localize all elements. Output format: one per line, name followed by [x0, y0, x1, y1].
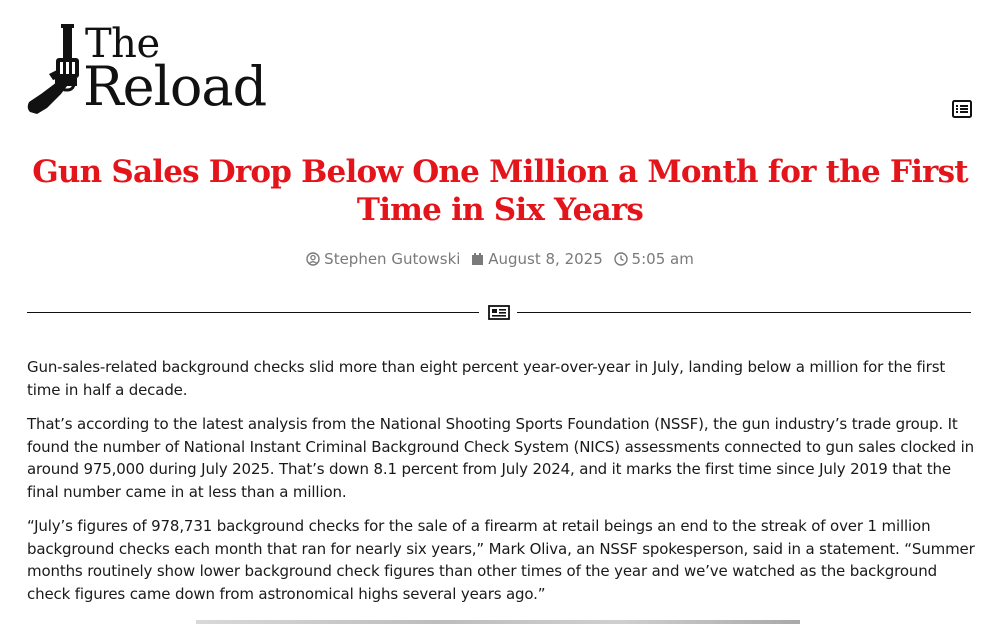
paragraph: Gun-sales-related background checks slid more than eight percent year-over-year in July, landing below a million for the first time in half a decade.	[27, 358, 946, 399]
calendar-icon	[471, 252, 484, 266]
publish-date: August 8, 2025	[488, 250, 603, 268]
article-body	[27, 356, 977, 617]
logo-text-the: The	[85, 21, 160, 67]
paragraph: “July’s figures of 978,731 background checks for the sale of a firearm at retail beings an end to the streak of over 1 million background checks each month that ran for nearly six years,” Mark Oliva, an NSSF spokesperson, said in a statement. “Summer months routinely show lower background check figures than other times of the year and we’ve watched as the background check figures came down from astronomical highs several years ago.”	[27, 517, 975, 603]
article-meta	[0, 249, 1000, 271]
newspaper-icon	[488, 305, 510, 320]
author-name[interactable]: Stephen Gutowski	[324, 250, 461, 268]
meta-time	[614, 249, 694, 269]
site-logo[interactable]	[27, 22, 267, 117]
article-title: Gun Sales Drop Below One Million a Month for the First Time in Six Years	[32, 154, 968, 228]
list-icon[interactable]	[952, 100, 972, 118]
user-circle-icon	[306, 252, 320, 266]
divider-line-left	[27, 312, 479, 313]
publish-time: 5:05 am	[631, 250, 694, 268]
divider-line-right	[517, 312, 971, 313]
site-header	[0, 0, 1000, 140]
meta-author[interactable]	[306, 249, 460, 269]
logo-text-reload: Reload	[83, 55, 267, 118]
article-image-preview	[196, 620, 800, 624]
meta-date	[471, 249, 603, 269]
paragraph: That’s according to the latest analysis from the National Shooting Sports Foundation (NSSF), the gun industry’s trade group. It found the number of National Instant Criminal Background Check System (NICS) assessments connected to gun sales clocked in around 975,000 during July 2025. That’s down 8.1 percent from July 2024, and it marks the first time since July 2019 that the final number came in at less than a million.	[27, 415, 974, 501]
clock-icon	[614, 252, 628, 266]
section-divider	[27, 302, 971, 322]
